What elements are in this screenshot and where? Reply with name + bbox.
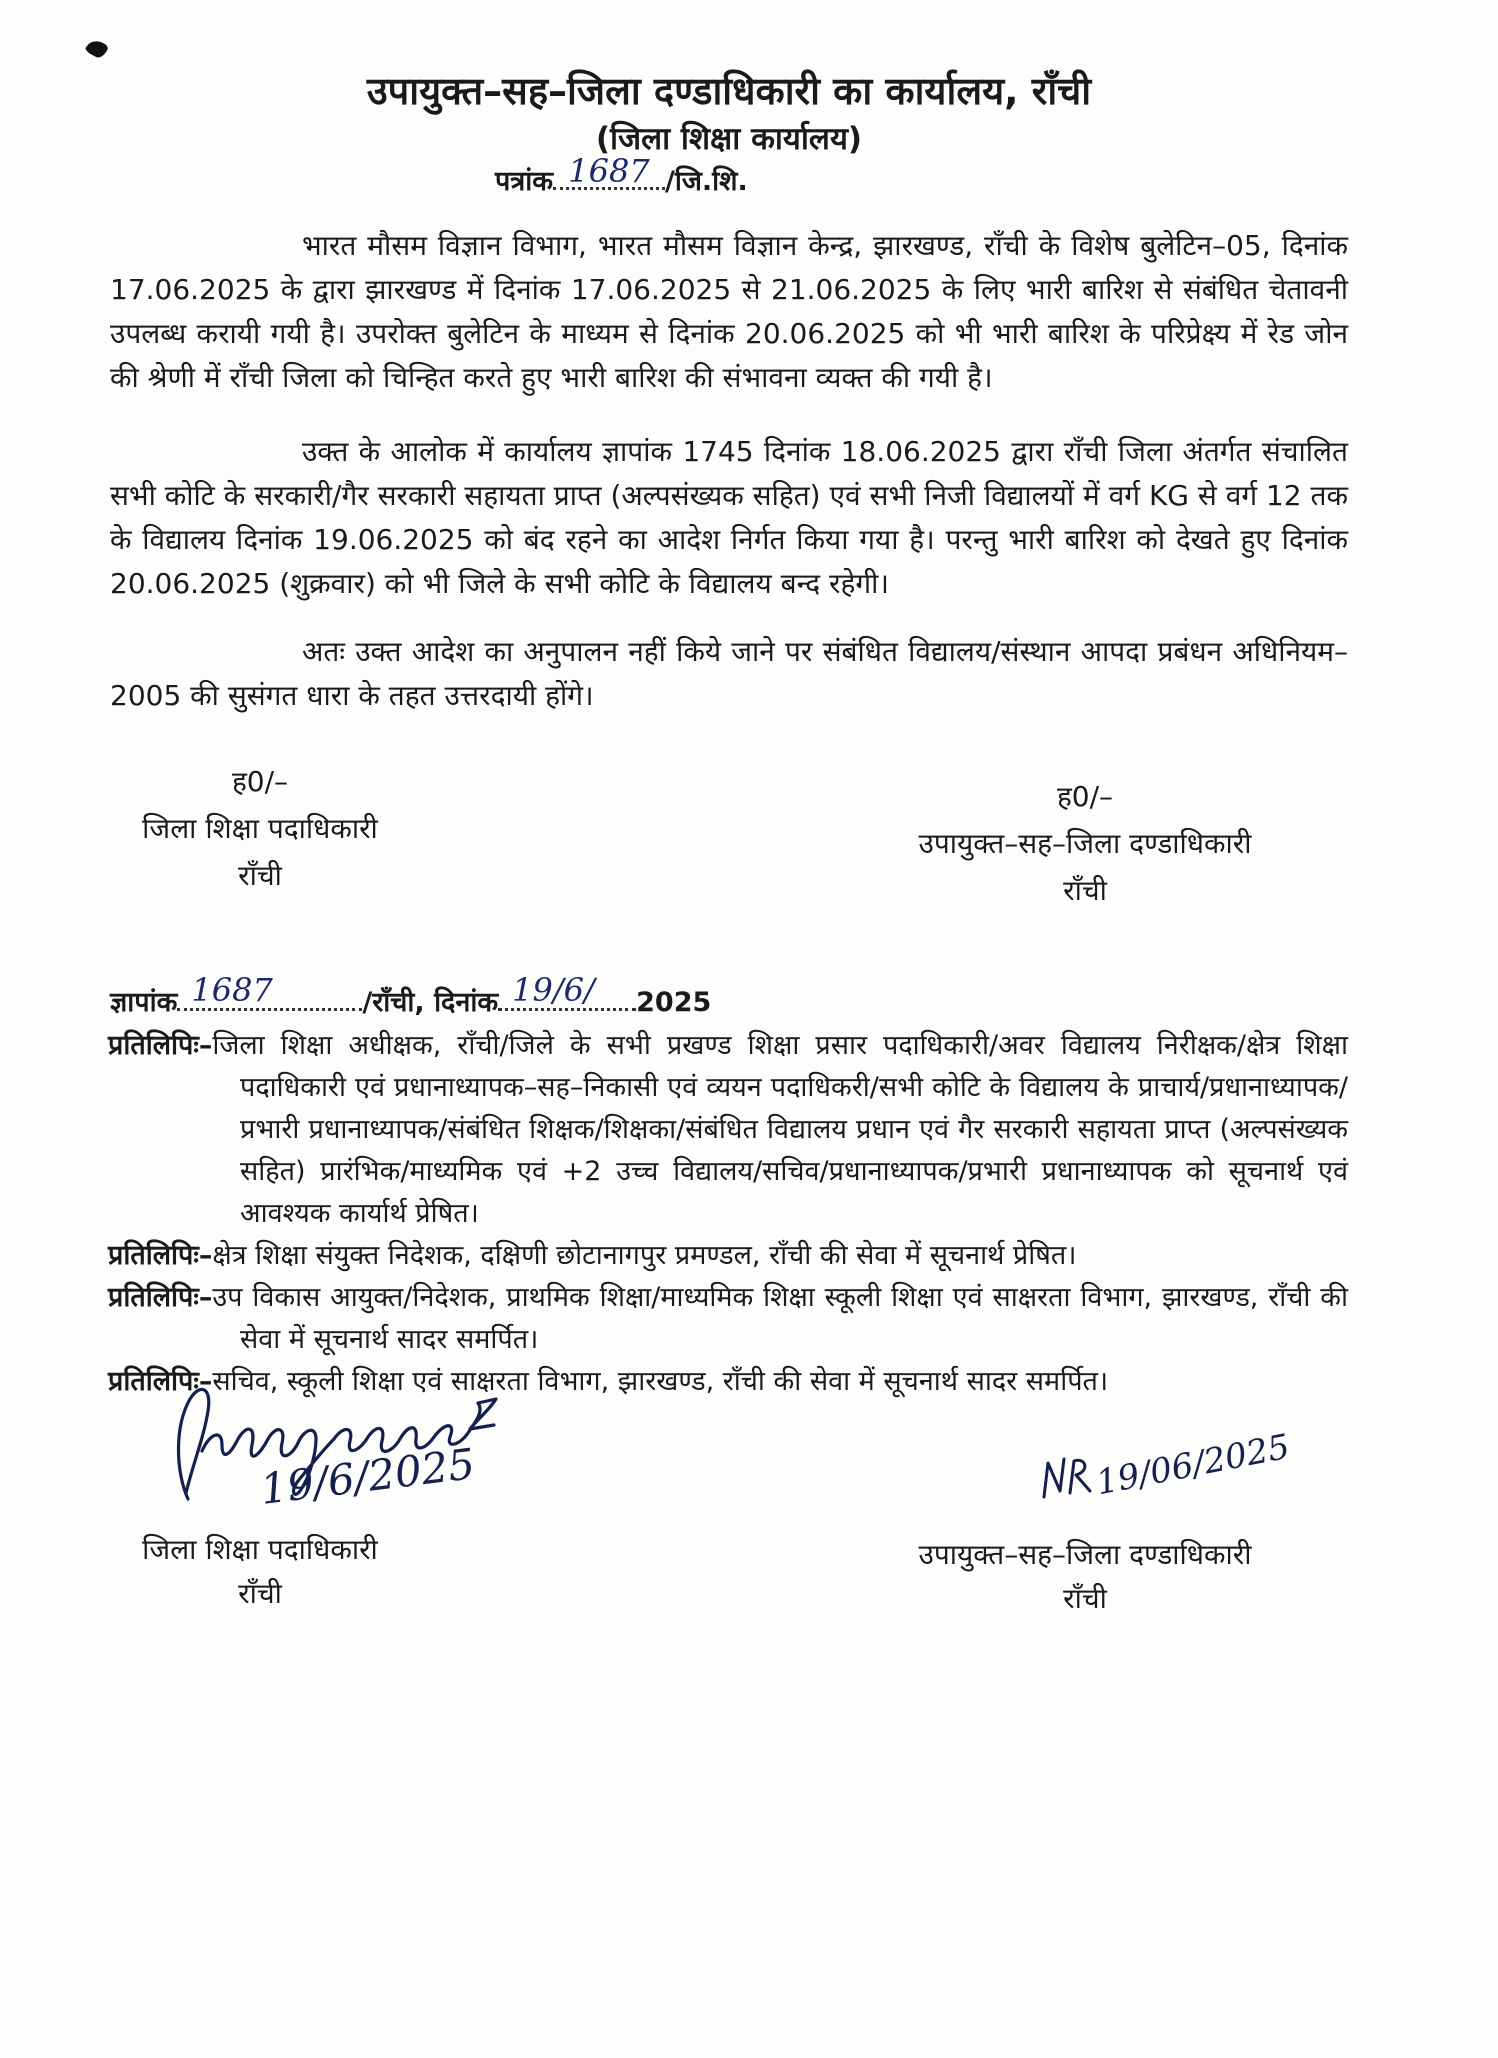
ink-blot-shape bbox=[86, 41, 108, 57]
signatory-designation: उपायुक्त–सह–जिला दण्डाधिकारी bbox=[918, 1538, 1252, 1571]
signed-mark: ह0/– bbox=[231, 765, 289, 798]
signatory-left bbox=[110, 758, 410, 899]
signatory-left-bottom bbox=[110, 1528, 410, 1616]
signatory-right-bottom bbox=[875, 1533, 1295, 1621]
letter-body bbox=[110, 224, 1348, 718]
copy-text: क्षेत्र शिक्षा संयुक्त निदेशक, दक्षिणी छोटानागपुर प्रमण्डल, राँची की सेवा में सूचनार्थ प्रेषित। bbox=[212, 1240, 1077, 1271]
memo-label: ज्ञापांक bbox=[110, 987, 178, 1018]
signature-block-top bbox=[110, 758, 1348, 918]
copy-to-item bbox=[110, 1235, 1348, 1277]
reference-number-leader bbox=[553, 152, 665, 190]
handwritten-date-left: 19/6/2025 bbox=[257, 1439, 478, 1514]
signatory-designation: उपायुक्त–सह–जिला दण्डाधिकारी bbox=[918, 827, 1252, 860]
memo-year: 2025 bbox=[636, 987, 712, 1018]
copy-text: उप विकास आयुक्त/निदेशक, प्राथमिक शिक्षा/माध्यमिक शिक्षा स्कूली शिक्षा एवं साक्षरता विभाग, झारखण्ड, राँची की सेवा में सूचनार्थ सादर समर्पित। bbox=[212, 1282, 1348, 1355]
signatory-place: राँची bbox=[1063, 1582, 1107, 1615]
body-paragraph: उक्त के आलोक में कार्यालय ज्ञापांक 1745 दिनांक 18.06.2025 द्वारा राँची जिला अंतर्गत संचालित सभी कोटि के सरकारी/गैर सरकारी सहायता प्राप्त (अल्पसंख्यक सहित) एवं सभी निजी विद्यालयों में वर्ग KG से वर्ग 12 तक के विद्यालय दिनांक 19.06.2025 को बंद रहने का आदेश निर्गत किया गया है। परन्तु भारी बारिश को देखते हुए दिनांक 20.06.2025 (शुक्रवार) को भी जिले के सभी कोटि के विद्यालय बन्द रहेगी। bbox=[110, 435, 1348, 600]
body-paragraph: भारत मौसम विज्ञान विभाग, भारत मौसम विज्ञान केन्द्र, झारखण्ड, राँची के विशेष बुलेटिन–05, दिनांक 17.06.2025 के द्वारा झारखण्ड में दिनांक 17.06.2025 से 21.06.2025 के लिए भारी बारिश से संबंधित चेतावनी उपलब्ध करायी गयी है। उपरोक्त बुलेटिन के माध्यम से दिनांक 20.06.2025 को भी भारी बारिश के परिप्रेक्ष्य में रेड जोन की श्रेणी में राँची जिला को चिन्हित करते हुए भारी बारिश की संभावना व्यक्त की गयी है। bbox=[110, 229, 1348, 394]
memo-date-leader bbox=[498, 971, 636, 1011]
signatory-place: राँची bbox=[238, 859, 282, 892]
memo-line bbox=[110, 971, 1348, 1025]
initials-stroke bbox=[1070, 1460, 1090, 1493]
handwritten-initials-right bbox=[1038, 1453, 1098, 1503]
initials-stroke bbox=[1044, 1459, 1064, 1497]
copy-to-item bbox=[110, 1277, 1348, 1361]
memo-place-date-label: /राँची, दिनांक bbox=[362, 987, 499, 1018]
memo-number-leader bbox=[177, 971, 362, 1011]
signature-block-bottom bbox=[110, 1403, 1348, 1618]
reference-label: पत्रांक bbox=[495, 166, 553, 197]
letterhead bbox=[110, 65, 1348, 202]
reference-suffix: /जि.शि. bbox=[664, 166, 748, 197]
memo-date-handwritten: 19/6/ bbox=[512, 971, 595, 1009]
copy-text: सचिव, स्कूली शिक्षा एवं साक्षरता विभाग, झारखण्ड, राँची की सेवा में सूचनार्थ सादर समर्पित। bbox=[212, 1366, 1109, 1397]
signatory-designation: जिला शिक्षा पदाधिकारी bbox=[142, 1533, 378, 1566]
memo-number-handwritten: 1687 bbox=[191, 971, 273, 1009]
reference-number-handwritten: 1687 bbox=[568, 152, 650, 190]
document-content bbox=[110, 0, 1348, 1618]
handwritten-date-right: 19/06/2025 bbox=[1092, 1426, 1293, 1504]
signed-mark: ह0/– bbox=[1056, 780, 1114, 813]
signatory-place: राँची bbox=[1063, 874, 1107, 907]
copy-label: प्रतिलिपिः– bbox=[108, 1240, 213, 1271]
copies-section bbox=[110, 1025, 1348, 1403]
copy-to-item bbox=[110, 1025, 1348, 1235]
body-paragraph: अतः उक्त आदेश का अनुपालन नहीं किये जाने पर संबंधित विद्यालय/संस्थान आपदा प्रबंधन अधिनियम–2005 की सुसंगत धारा के तहत उत्तरदायी होंगे। bbox=[110, 635, 1348, 712]
signature-stroke bbox=[202, 1429, 298, 1456]
copy-text: जिला शिक्षा अधीक्षक, राँची/जिले के सभी प्रखण्ड शिक्षा प्रसार पदाधिकारी/अवर विद्यालय निरीक्षक/क्षेत्र शिक्षा पदाधिकारी एवं प्रधानाध्यापक–सह–निकासी एवं व्ययन पदाधिकरी/सभी कोटि के विद्यालय के प्राचार्य/प्रधानाध्यापक/प्रभारी प्रधानाध्यापक/संबंधित शिक्षक/शिक्षका/संबंधित विद्यालय प्रधान एवं गैर सरकारी सहायता प्राप्त (अल्पसंख्यक सहित) प्रारंभिक/माध्यमिक एवं +2 उच्च विद्यालय/सचिव/प्रधानाध्यापक/प्रभारी प्रधानाध्यापक को सूचनार्थ एवं आवश्यक कार्यार्थ प्रेषित। bbox=[212, 1030, 1348, 1229]
copy-label: प्रतिलिपिः– bbox=[108, 1282, 213, 1313]
copy-label: प्रतिलिपिः– bbox=[108, 1030, 213, 1061]
signature-stroke bbox=[434, 1399, 496, 1444]
signatory-designation: जिला शिक्षा पदाधिकारी bbox=[142, 812, 378, 845]
signatory-right bbox=[875, 773, 1295, 914]
reference-line bbox=[110, 152, 1348, 202]
copy-label: प्रतिलिपिः– bbox=[108, 1366, 213, 1397]
signatory-place: राँची bbox=[238, 1577, 282, 1610]
office-subtitle: (जिला शिक्षा कार्यालय) bbox=[595, 121, 863, 157]
ink-blot bbox=[84, 40, 110, 60]
office-title: उपायुक्त–सह–जिला दण्डाधिकारी का कार्यालय, राँची bbox=[366, 69, 1092, 113]
